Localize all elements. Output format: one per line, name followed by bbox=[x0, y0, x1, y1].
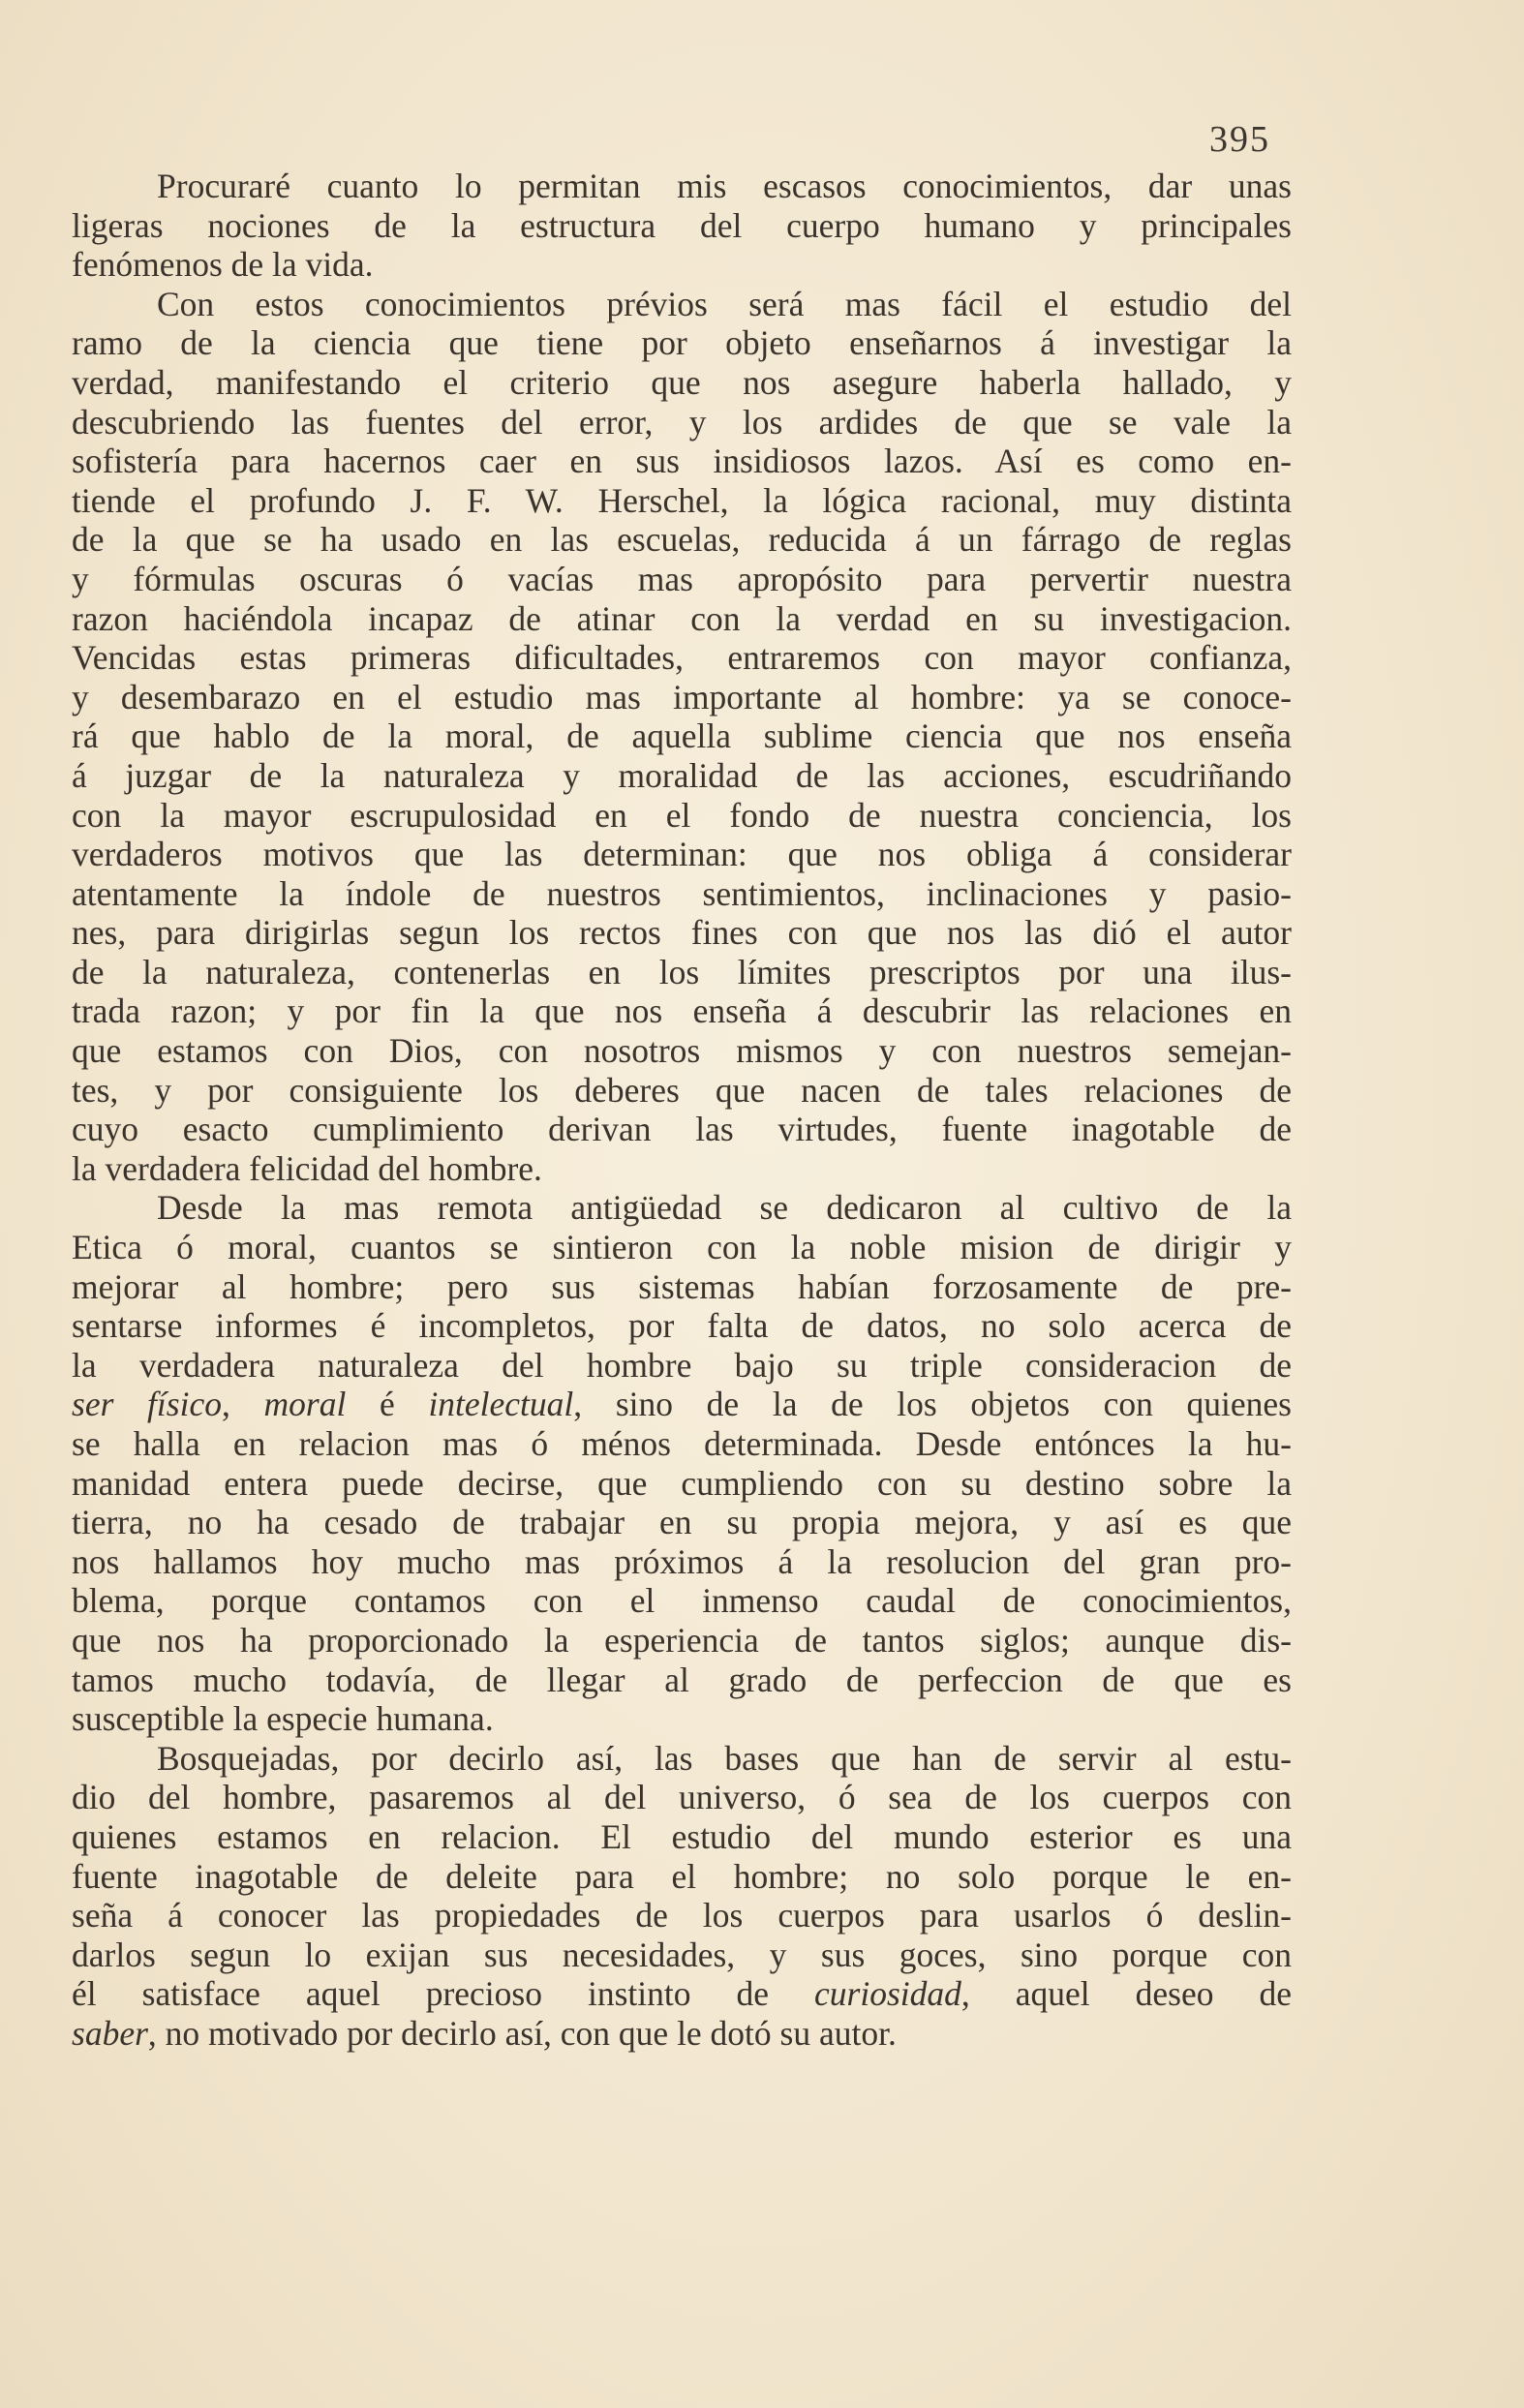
text-line: blema, porque contamos con el inmenso caudal de conocimientos, bbox=[72, 1581, 1292, 1621]
italic-text: intelectual bbox=[428, 1385, 574, 1424]
text-line: á juzgar de la naturaleza y moralidad de las acciones, escudriñando bbox=[72, 755, 1292, 795]
text-line: ligeras nociones de la estructura del cuerpo humano y principales bbox=[72, 205, 1292, 245]
text-line: la verdadera naturaleza del hombre bajo su triple consideracion de bbox=[72, 1345, 1292, 1385]
text-line: razon haciéndola incapaz de atinar con la verdad en su investigacion. bbox=[72, 598, 1292, 638]
text-line: trada razon; y por fin la que nos enseña á descubrir las relaciones en bbox=[72, 991, 1292, 1031]
text-line: Etica ó moral, cuantos se sintieron con la noble mision de dirigir y bbox=[72, 1228, 1292, 1267]
text-segment: , aquel deseo de bbox=[960, 1974, 1292, 2014]
text-line: descubriendo las fuentes del error, y los ardides de que se vale la bbox=[72, 402, 1292, 442]
text-line: Vencidas estas primeras dificultades, entraremos con mayor confianza, bbox=[72, 638, 1292, 678]
text-line: dio del hombre, pasaremos al del universo, ó sea de los cuerpos con bbox=[72, 1778, 1292, 1817]
text-line: Con estos conocimientos prévios será mas fácil el estudio del bbox=[157, 284, 1292, 323]
text-line: tiende el profundo J. F. W. Herschel, la lógica racional, muy distinta bbox=[72, 480, 1292, 520]
italic-text: moral bbox=[263, 1385, 347, 1424]
text-line: rá que hablo de la moral, de aquella sublime ciencia que nos enseña bbox=[72, 716, 1292, 756]
text-segment: , bbox=[221, 1385, 264, 1424]
text-line: fuente inagotable de deleite para el hombre; no solo porque le en- bbox=[72, 1856, 1292, 1896]
text-line: y desembarazo en el estudio mas importante al hombre: ya se conoce- bbox=[72, 677, 1292, 716]
text-line: seña á conocer las propiedades de los cuerpos para usarlos ó deslin- bbox=[72, 1896, 1292, 1936]
text-line: nes, para dirigirlas segun los rectos fines con que nos las dió el autor bbox=[72, 913, 1292, 953]
text-line: ramo de la ciencia que tiene por objeto enseñarnos á investigar la bbox=[72, 323, 1292, 363]
text-segment: , no motivado por decirlo así, con que le dotó su autor. bbox=[147, 2013, 897, 2053]
italic-text: ser físico bbox=[72, 1385, 222, 1424]
italic-text: curiosidad bbox=[814, 1974, 961, 2014]
italic-text: saber bbox=[72, 2013, 148, 2053]
text-segment: é bbox=[346, 1385, 429, 1424]
page-number: 395 bbox=[1209, 119, 1270, 160]
text-line: sofistería para hacernos caer en sus insidiosos lazos. Así es como en- bbox=[72, 442, 1292, 481]
text-line: tierra, no ha cesado de trabajar en su propia mejora, y así es que bbox=[72, 1503, 1292, 1542]
text-line: darlos segun lo exijan sus necesidades, y sus goces, sino porque con bbox=[72, 1935, 1292, 1974]
text-line: fenómenos de la vida. bbox=[72, 245, 374, 285]
text-segment: , sino de la de los objetos con quienes bbox=[573, 1385, 1292, 1424]
text-line: la verdadera felicidad del hombre. bbox=[72, 1148, 542, 1188]
text-line: susceptible la especie humana. bbox=[72, 1699, 494, 1739]
text-segment: él satisface aquel precioso instinto de bbox=[72, 1974, 815, 2014]
body-text bbox=[72, 167, 1292, 2054]
text-line: Procuraré cuanto lo permitan mis escasos conocimientos, dar unas bbox=[157, 167, 1292, 205]
text-line: quienes estamos en relacion. El estudio del mundo esterior es una bbox=[72, 1816, 1292, 1856]
text-line: manidad entera puede decirse, que cumpliendo con su destino sobre la bbox=[72, 1463, 1292, 1503]
text-line: de la naturaleza, contenerlas en los límites prescriptos por una ilus- bbox=[72, 952, 1292, 991]
text-line: cuyo esacto cumplimiento derivan las virtudes, fuente inagotable de bbox=[72, 1110, 1292, 1149]
text-line: atentamente la índole de nuestros sentimientos, inclinaciones y pasio- bbox=[72, 873, 1292, 913]
text-line: se halla en relacion mas ó ménos determinada. Desde entónces la hu- bbox=[72, 1424, 1292, 1463]
text-line: tes, y por consiguiente los deberes que nacen de tales relaciones de bbox=[72, 1070, 1292, 1110]
text-line bbox=[72, 2014, 1292, 2054]
text-line: que estamos con Dios, con nosotros mismos y con nuestros semejan- bbox=[72, 1031, 1292, 1071]
text-line: y fórmulas oscuras ó vacías mas apropósito para pervertir nuestra bbox=[72, 559, 1292, 598]
text-line: Desde la mas remota antigüedad se dedicaron al cultivo de la bbox=[157, 1188, 1292, 1228]
text-line: tamos mucho todavía, de llegar al grado de perfeccion de que es bbox=[72, 1660, 1292, 1699]
text-line: sentarse informes é incompletos, por falta de datos, no solo acerca de bbox=[72, 1306, 1292, 1346]
text-line: verdad, manifestando el criterio que nos asegure haberla hallado, y bbox=[72, 362, 1292, 402]
text-line: verdaderos motivos que las determinan: que nos obliga á considerar bbox=[72, 835, 1292, 874]
text-line: de la que se ha usado en las escuelas, reducida á un fárrago de reglas bbox=[72, 520, 1292, 560]
text-line bbox=[72, 1974, 1292, 2014]
text-line: Bosquejadas, por decirlo así, las bases que han de servir al estu- bbox=[157, 1738, 1292, 1778]
text-line: con la mayor escrupulosidad en el fondo de nuestra conciencia, los bbox=[72, 795, 1292, 835]
text-line: nos hallamos hoy mucho mas próximos á la resolucion del gran pro- bbox=[72, 1541, 1292, 1581]
text-line bbox=[72, 1385, 1292, 1424]
text-line: que nos ha proporcionado la esperiencia de tantos siglos; aunque dis- bbox=[72, 1620, 1292, 1660]
text-line: mejorar al hombre; pero sus sistemas habían forzosamente de pre- bbox=[72, 1266, 1292, 1306]
